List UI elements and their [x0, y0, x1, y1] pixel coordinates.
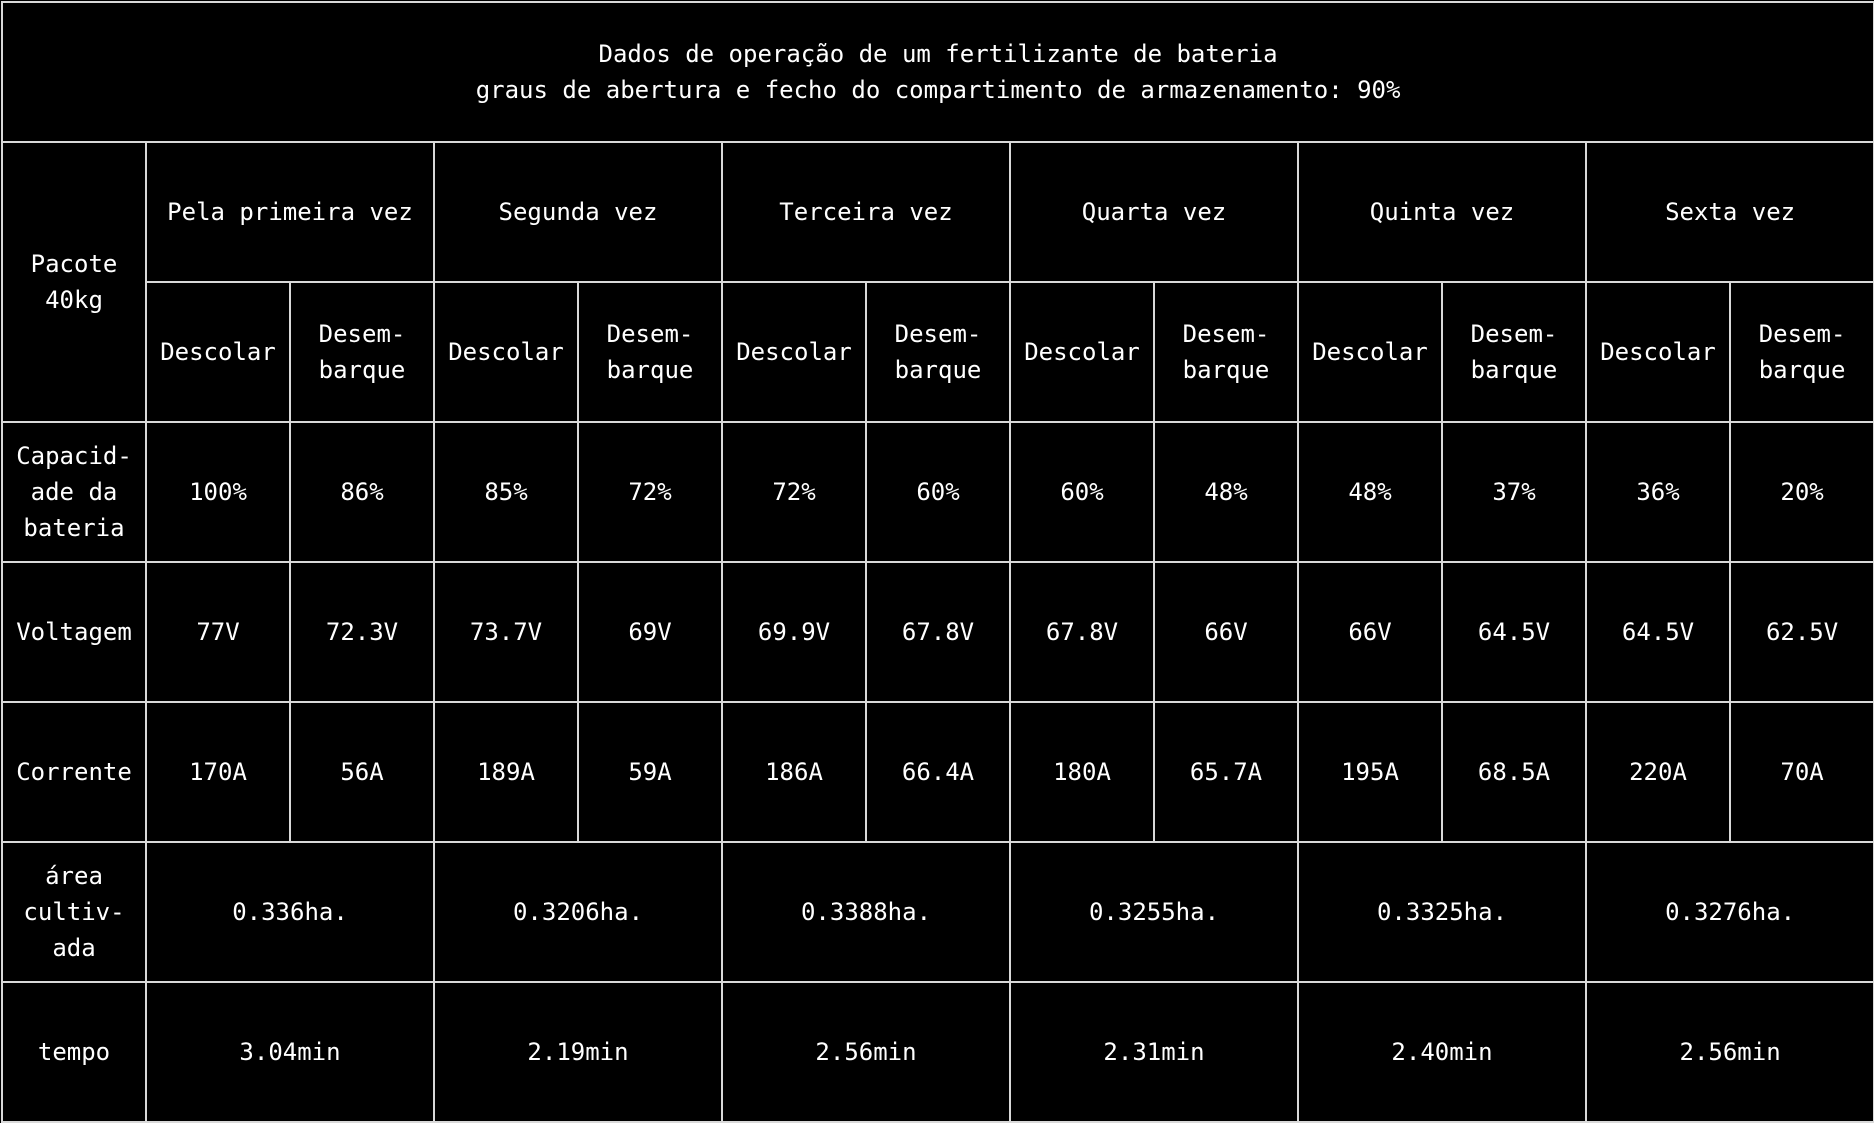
battery-cell: 72% [578, 422, 722, 562]
phase-takeoff-header: Descolar [722, 282, 866, 422]
run-header-3: Terceira vez [722, 142, 1010, 282]
voltage-cell: 67.8V [1010, 562, 1154, 702]
landing-line-1: Desem- [1470, 320, 1558, 348]
run-header-5: Quinta vez [1298, 142, 1586, 282]
current-cell: 59A [578, 702, 722, 842]
area-label-line-1: área [45, 862, 103, 890]
phase-landing-header [1442, 282, 1586, 422]
run-header-2: Segunda vez [434, 142, 722, 282]
runs-header-row [2, 142, 1874, 282]
current-row [2, 702, 1874, 842]
battery-label-line-2: ade da [30, 478, 118, 506]
time-row-label: tempo [2, 982, 146, 1122]
current-cell: 195A [1298, 702, 1442, 842]
title-row [2, 2, 1874, 142]
landing-line-2: barque [1470, 356, 1558, 384]
area-cell: 0.3255ha. [1010, 842, 1298, 982]
battery-cell: 85% [434, 422, 578, 562]
battery-cell: 37% [1442, 422, 1586, 562]
area-row-label [2, 842, 146, 982]
landing-line-1: Desem- [1758, 320, 1846, 348]
voltage-cell: 73.7V [434, 562, 578, 702]
landing-line-2: barque [894, 356, 982, 384]
phase-takeoff-header: Descolar [1298, 282, 1442, 422]
operation-data-table [1, 1, 1874, 1123]
corner-line-2: 40kg [45, 286, 103, 314]
corner-line-1: Pacote [30, 250, 118, 278]
landing-line-1: Desem- [606, 320, 694, 348]
battery-row [2, 422, 1874, 562]
landing-line-2: barque [1182, 356, 1270, 384]
phase-landing-header [1154, 282, 1298, 422]
current-cell: 180A [1010, 702, 1154, 842]
battery-row-label [2, 422, 146, 562]
area-label-line-2: cultiv- [23, 898, 125, 926]
phase-takeoff-header: Descolar [1586, 282, 1730, 422]
voltage-cell: 67.8V [866, 562, 1010, 702]
time-cell: 3.04min [146, 982, 434, 1122]
current-cell: 70A [1730, 702, 1874, 842]
phase-landing-header [1730, 282, 1874, 422]
landing-line-1: Desem- [1182, 320, 1270, 348]
time-cell: 2.56min [722, 982, 1010, 1122]
current-cell: 189A [434, 702, 578, 842]
area-cell: 0.3206ha. [434, 842, 722, 982]
run-header-1: Pela primeira vez [146, 142, 434, 282]
voltage-row [2, 562, 1874, 702]
title-line-1: Dados de operação de um fertilizante de bateria [598, 40, 1278, 68]
voltage-cell: 69V [578, 562, 722, 702]
voltage-cell: 77V [146, 562, 290, 702]
phase-takeoff-header: Descolar [1010, 282, 1154, 422]
area-cell: 0.3388ha. [722, 842, 1010, 982]
voltage-cell: 66V [1298, 562, 1442, 702]
phase-landing-header [578, 282, 722, 422]
voltage-cell: 72.3V [290, 562, 434, 702]
current-cell: 220A [1586, 702, 1730, 842]
current-cell: 66.4A [866, 702, 1010, 842]
landing-line-2: barque [606, 356, 694, 384]
time-cell: 2.19min [434, 982, 722, 1122]
battery-cell: 86% [290, 422, 434, 562]
run-header-4: Quarta vez [1010, 142, 1298, 282]
battery-cell: 60% [1010, 422, 1154, 562]
current-row-label: Corrente [2, 702, 146, 842]
battery-cell: 48% [1298, 422, 1442, 562]
corner-header [2, 142, 146, 422]
area-cell: 0.336ha. [146, 842, 434, 982]
battery-cell: 100% [146, 422, 290, 562]
voltage-cell: 64.5V [1442, 562, 1586, 702]
battery-cell: 20% [1730, 422, 1874, 562]
battery-label-line-3: bateria [23, 514, 125, 542]
area-cell: 0.3276ha. [1586, 842, 1874, 982]
landing-line-2: barque [318, 356, 406, 384]
phase-takeoff-header: Descolar [434, 282, 578, 422]
battery-label-line-1: Capacid- [16, 442, 132, 470]
area-row [2, 842, 1874, 982]
landing-line-1: Desem- [318, 320, 406, 348]
phase-landing-header [290, 282, 434, 422]
time-cell: 2.40min [1298, 982, 1586, 1122]
battery-cell: 60% [866, 422, 1010, 562]
current-cell: 170A [146, 702, 290, 842]
current-cell: 56A [290, 702, 434, 842]
time-cell: 2.56min [1586, 982, 1874, 1122]
voltage-cell: 66V [1154, 562, 1298, 702]
current-cell: 186A [722, 702, 866, 842]
battery-cell: 48% [1154, 422, 1298, 562]
battery-cell: 36% [1586, 422, 1730, 562]
voltage-cell: 64.5V [1586, 562, 1730, 702]
table-title [2, 2, 1874, 142]
phase-header-row [2, 282, 1874, 422]
voltage-cell: 62.5V [1730, 562, 1874, 702]
phase-takeoff-header: Descolar [146, 282, 290, 422]
voltage-cell: 69.9V [722, 562, 866, 702]
area-label-line-3: ada [52, 934, 96, 962]
run-header-6: Sexta vez [1586, 142, 1874, 282]
current-cell: 68.5A [1442, 702, 1586, 842]
battery-cell: 72% [722, 422, 866, 562]
time-cell: 2.31min [1010, 982, 1298, 1122]
area-cell: 0.3325ha. [1298, 842, 1586, 982]
voltage-row-label: Voltagem [2, 562, 146, 702]
time-row [2, 982, 1874, 1122]
landing-line-2: barque [1758, 356, 1846, 384]
phase-landing-header [866, 282, 1010, 422]
title-line-2: graus de abertura e fecho do compartimento de armazenamento: 90% [475, 76, 1401, 104]
current-cell: 65.7A [1154, 702, 1298, 842]
landing-line-1: Desem- [894, 320, 982, 348]
